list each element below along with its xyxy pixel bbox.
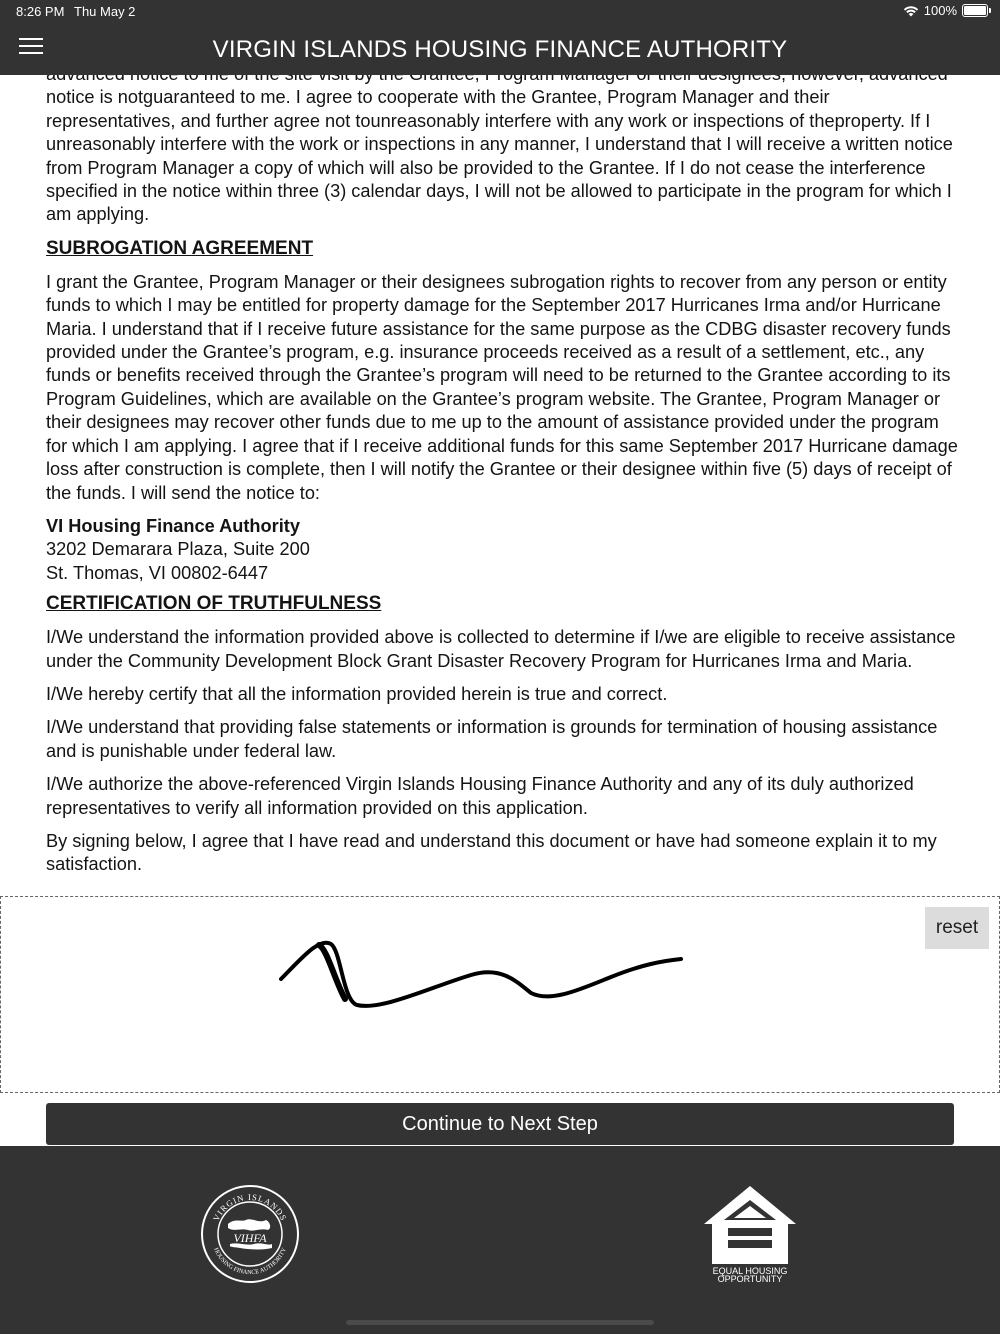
svg-text:EQUAL HOUSING: EQUAL HOUSING [712,1266,788,1276]
svg-text:OPPORTUNITY: OPPORTUNITY [717,1274,783,1284]
continue-button[interactable]: Continue to Next Step [46,1103,954,1145]
home-indicator [346,1320,654,1325]
status-bar [0,0,1000,24]
site-visit-paragraph: notice is notguaranteed to me. I agree to cooperate with the Grantee, Program Manager and their representatives, and further agree not tounreasonably interfere with any work or inspections of theproperty. If I unreasonably interfere with the work or inspections in any manner, I understand that I will receive a written notice from Program Manager a copy of which will also be provided to the Grantee. If I do not cease the interference specified in the notice within three (3) calendar days, I will not be allowed to participate in the program for which I am applying. [46,87,953,225]
certification-heading: CERTIFICATION OF TRUTHFULNESS [46,593,382,615]
equal-housing-logo [702,1184,798,1284]
address-line-2: St. Thomas, VI 00802-6447 [46,562,269,583]
signature-stroke [1,897,999,1092]
subrogation-heading: SUBROGATION AGREEMENT [46,237,314,259]
subrogation-paragraph: I grant the Grantee, Program Manager or their designees subrogation rights to recover from any person or entity funds to which I may be entitled for property damage for the September 2017 Hurricanes Irma and/or Hurricane Maria. I understand that if I receive future assistance for the same purpose as the CDBG disaster recovery funds provided under the Grantee’s program, e.g. insurance proceeds received as a result of a settlement, etc., any funds or benefits received through the Grantee’s program will need to be returned to the Grantee according to its Program Guidelines, which are available on the Grantee’s program website. The Grantee, Program Manager or their designees may recover other funds due to me up to the amount of assistance provided under the program for which I am applying. I agree that if I receive additional funds for this same September 2017 Hurricane damage loss after construction is complete, then I will notify the Grantee or their designee within five (5) days of receipt of the funds. I will send the notice to: [46,271,958,503]
address-org: VI Housing Finance Authority [46,515,300,536]
certification-paragraph-2: I/We hereby certify that all the information provided herein is true and correct. [46,683,668,704]
battery-percentage: 100% [923,3,957,18]
status-time: 8:26 PM [16,4,65,19]
reset-signature-button[interactable]: reset [925,907,989,949]
status-right [903,3,988,18]
mailing-address [46,515,958,585]
certification-paragraph-1: I/We understand the information provided above is collected to determine if I/we are eligible to receive assistance under the Community Development Block Grant Disaster Recovery Program for Hurricanes Irma and Maria. [46,627,956,671]
page-title: VIRGIN ISLANDS HOUSING FINANCE AUTHORITY [212,36,788,63]
address-line-1: 3202 Demarara Plaza, Suite 200 [46,539,310,560]
svg-text:VIHFA: VIHFA [233,1231,267,1245]
certification-paragraph-3: I/We understand that providing false statements or information is grounds for termination of housing assistance and is punishable under federal law. [46,717,938,761]
footer [0,1146,1000,1334]
svg-text:HOUSING FINANCE AUTHORITY: HOUSING FINANCE AUTHORITY [212,1246,288,1277]
battery-icon [962,4,988,17]
status-date: Thu May 2 [74,4,136,19]
vihfa-seal-logo [200,1184,300,1284]
app-header [0,24,1000,75]
certification-paragraph-4: I/We authorize the above-referenced Virgin Islands Housing Finance Authority and any of its duly authorized representatives to verify all information provided on this application. [46,774,914,818]
certification-paragraph-5: By signing below, I agree that I have read and understand this document or have had someone explain it to my satisfaction. [46,830,937,875]
wifi-icon [903,5,919,17]
svg-text:VIRGIN ISLANDS: VIRGIN ISLANDS [210,1191,290,1223]
signature-pad[interactable] [0,896,1000,1093]
document-content [46,63,958,887]
